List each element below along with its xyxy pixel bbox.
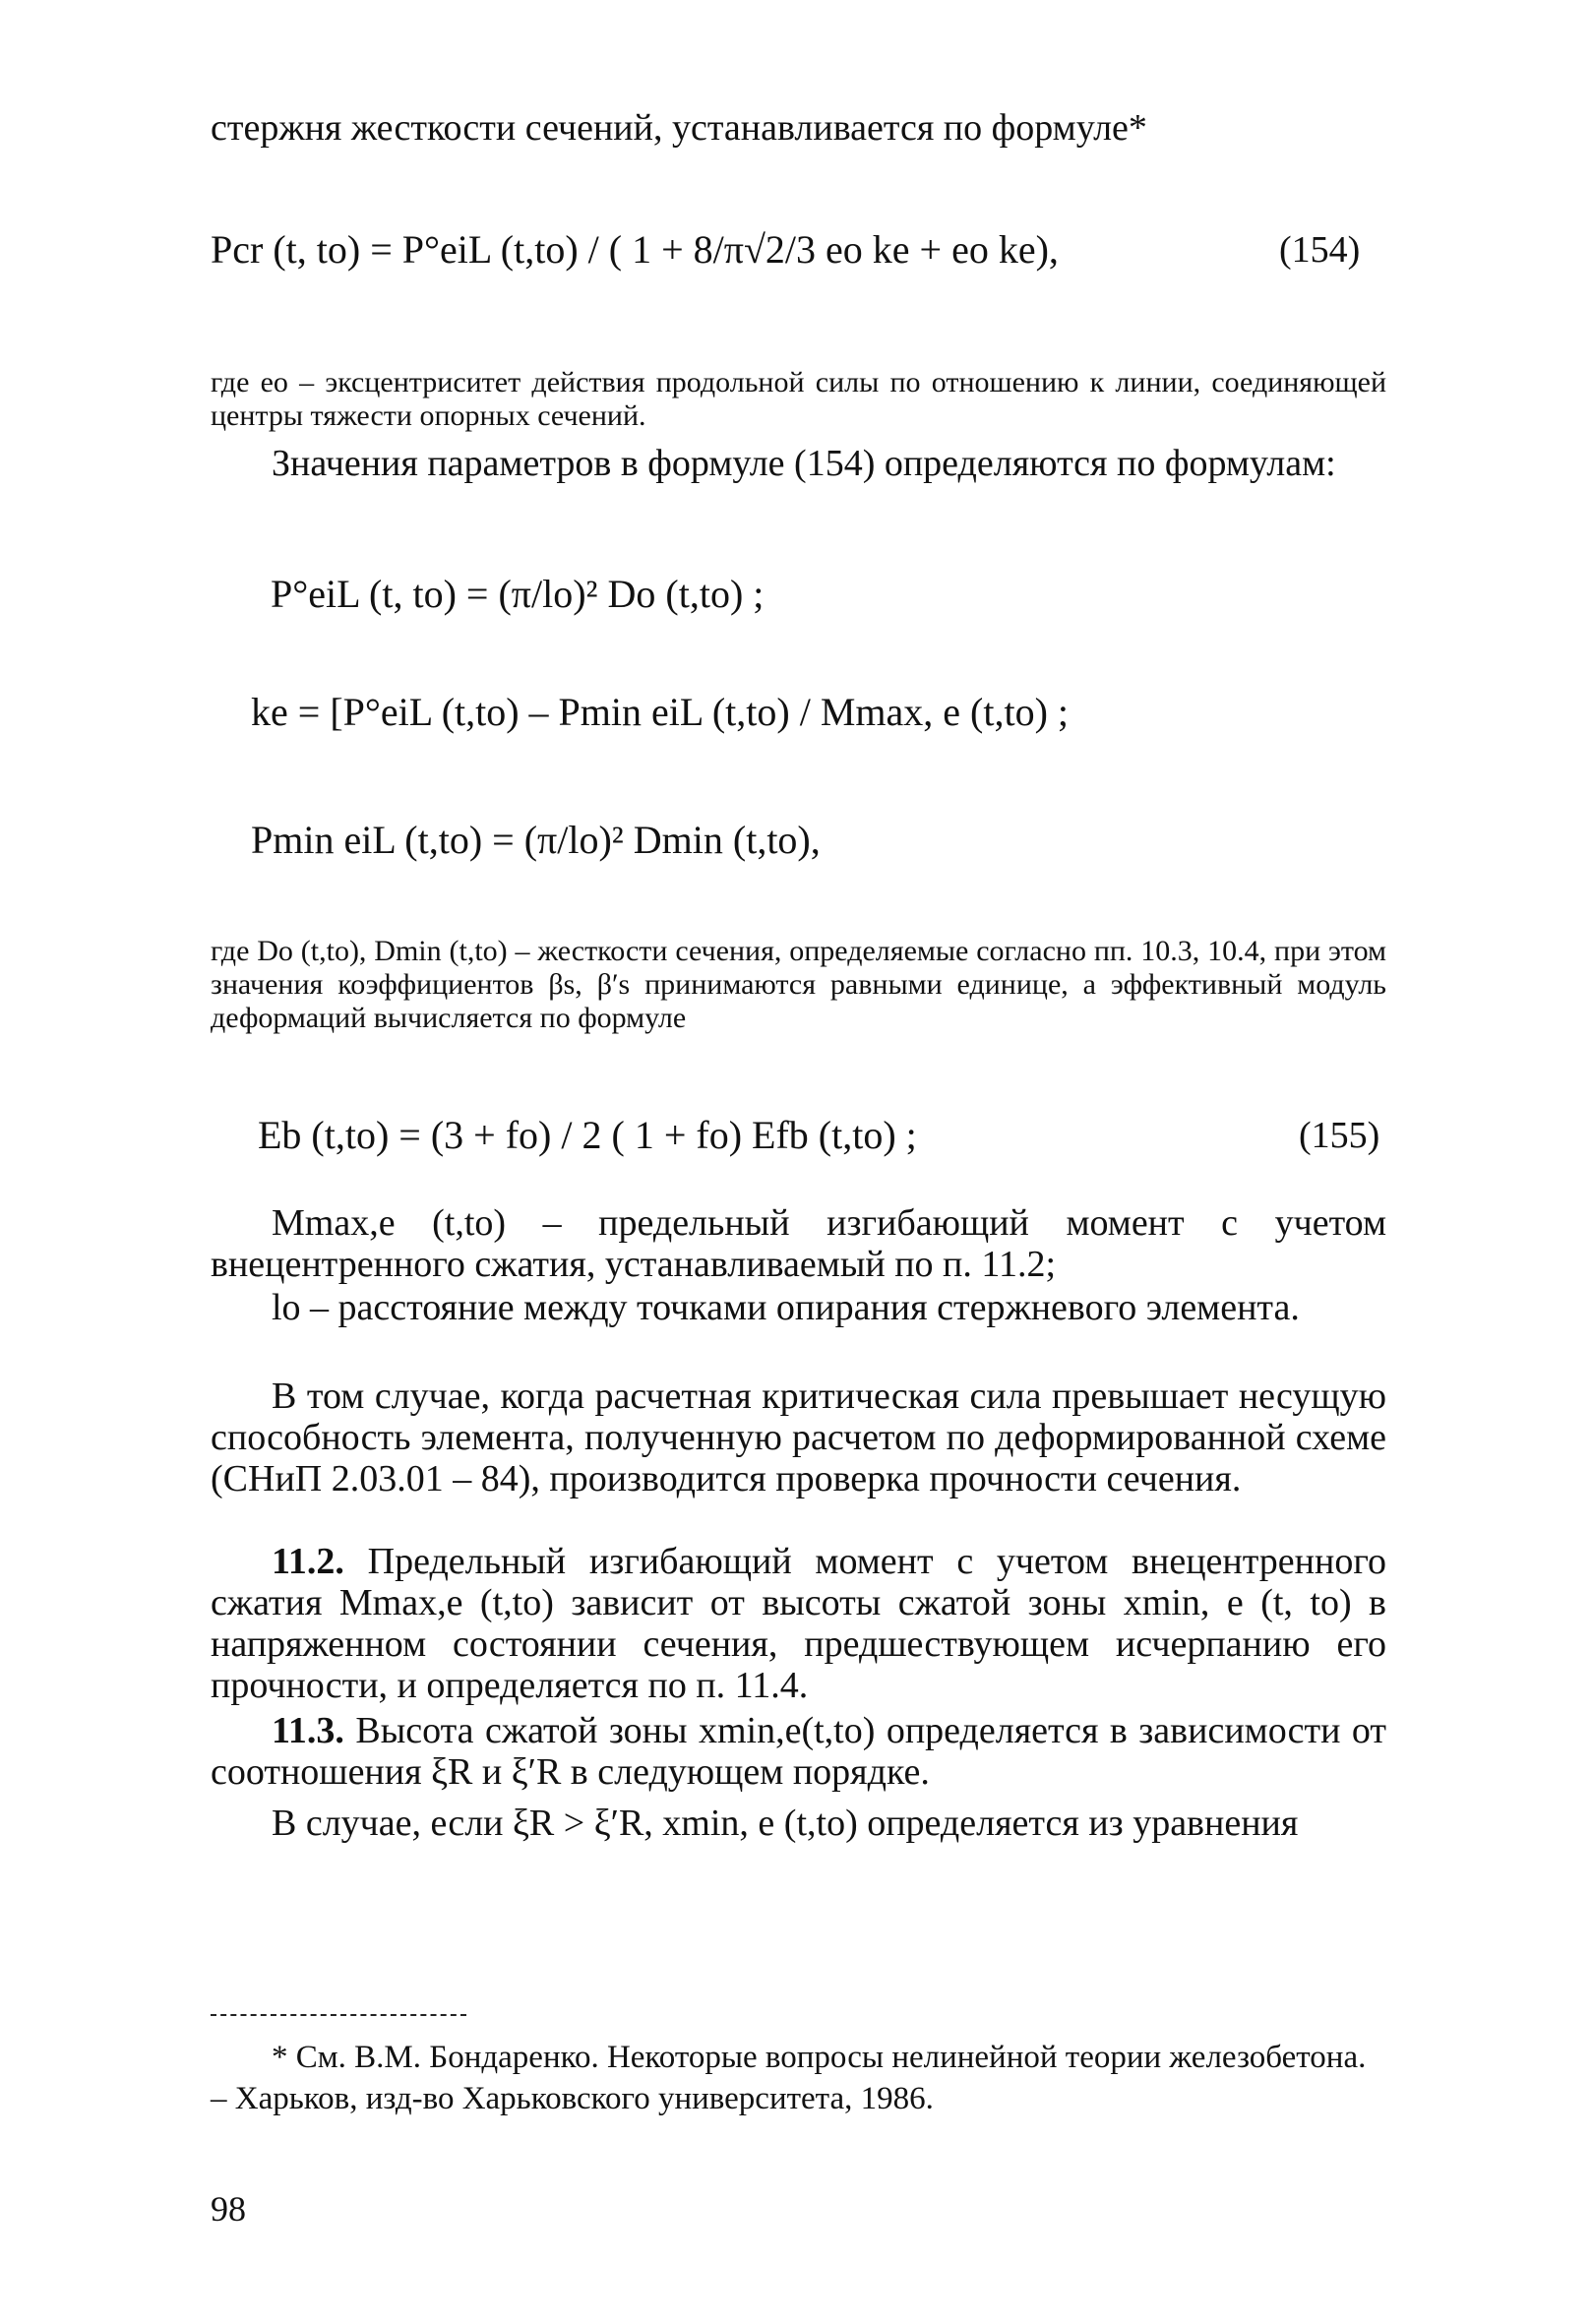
footnote: * См. В.М. Бондаренко. Некоторые вопросы нелинейной теории железобетона. – Харьков, изд-во Харьковского университета, 1986. xyxy=(211,2040,1367,2116)
formula-154: Pcr (t, to) = P°eiL (t,to) / ( 1 + 8/π√2/3 eo ke + eo ke), xyxy=(211,227,1059,272)
para-mmax: Mmax,e (t,to) – предельный изгибающий момент с учетом внецентренного сжатия, устанавливаемый по п. 11.2; xyxy=(211,1202,1386,1285)
footnote-divider xyxy=(211,2014,466,2016)
formula-155: Eb (t,to) = (3 + fo) / 2 ( 1 + fo) Efb (t,to) ; xyxy=(258,1113,917,1157)
note-eo: где eo – эксцентриситет действия продольной силы по отношению к линии, соединяющей центры тяжести опорных сечений. xyxy=(211,366,1386,432)
section-11-2 xyxy=(211,1541,1386,1706)
formula-pmin: Pmin eiL (t,to) = (π/lo)² Dmin (t,to), xyxy=(251,818,821,862)
params-intro: Значения параметров в формуле (154) определяются по формулам: xyxy=(272,443,1336,484)
formula-p0: P°eiL (t, to) = (π/lo)² Do (t,to) ; xyxy=(271,572,765,616)
para-lo: lo – расстояние между точками опирания стержневого элемента. xyxy=(272,1287,1300,1328)
section-11-3-number: 11.3. xyxy=(272,1710,344,1751)
section-11-2-text: Предельный изгибающий момент с учетом внецентренного сжатия Mmax,e (t,to) зависит от высоты сжатой зоны xmin, e (t, to) в напряженном состоянии сечения, предшествующем исчерпанию его прочности, и определяется по п. 11.4. xyxy=(211,1541,1386,1706)
formula-155-number: (155) xyxy=(1299,1115,1380,1156)
section-11-2-number: 11.2. xyxy=(272,1541,344,1582)
formula-ke: ke = [P°eiL (t,to) – Pmin eiL (t,to) / Mmax, e (t,to) ; xyxy=(251,690,1069,734)
section-11-3 xyxy=(211,1710,1386,1793)
intro-line: стержня жесткости сечений, устанавливается по формуле* xyxy=(211,107,1147,149)
para-critical: В том случае, когда расчетная критическая сила превышает несущую способность элемента, полученную расчетом по деформированной схеме (СНиП 2.03.01 – 84), производится проверка прочности сечения. xyxy=(211,1376,1386,1499)
section-11-3-text: Высота сжатой зоны xmin,e(t,to) определяется в зависимости от соотношения ξR и ξ′R в следующем порядке. xyxy=(211,1710,1387,1793)
para-case: В случае, если ξR > ξ′R, xmin, e (t,to) определяется из уравнения xyxy=(272,1803,1299,1844)
formula-154-number: (154) xyxy=(1279,229,1361,271)
page-number: 98 xyxy=(211,2189,246,2229)
note-do: где Do (t,to), Dmin (t,to) – жесткости сечения, определяемые согласно пп. 10.3, 10.4, при этом значения коэффициентов βs, β′s принимаются равными единице, а эффективный модуль деформаций вычисляется по формуле xyxy=(211,935,1386,1034)
